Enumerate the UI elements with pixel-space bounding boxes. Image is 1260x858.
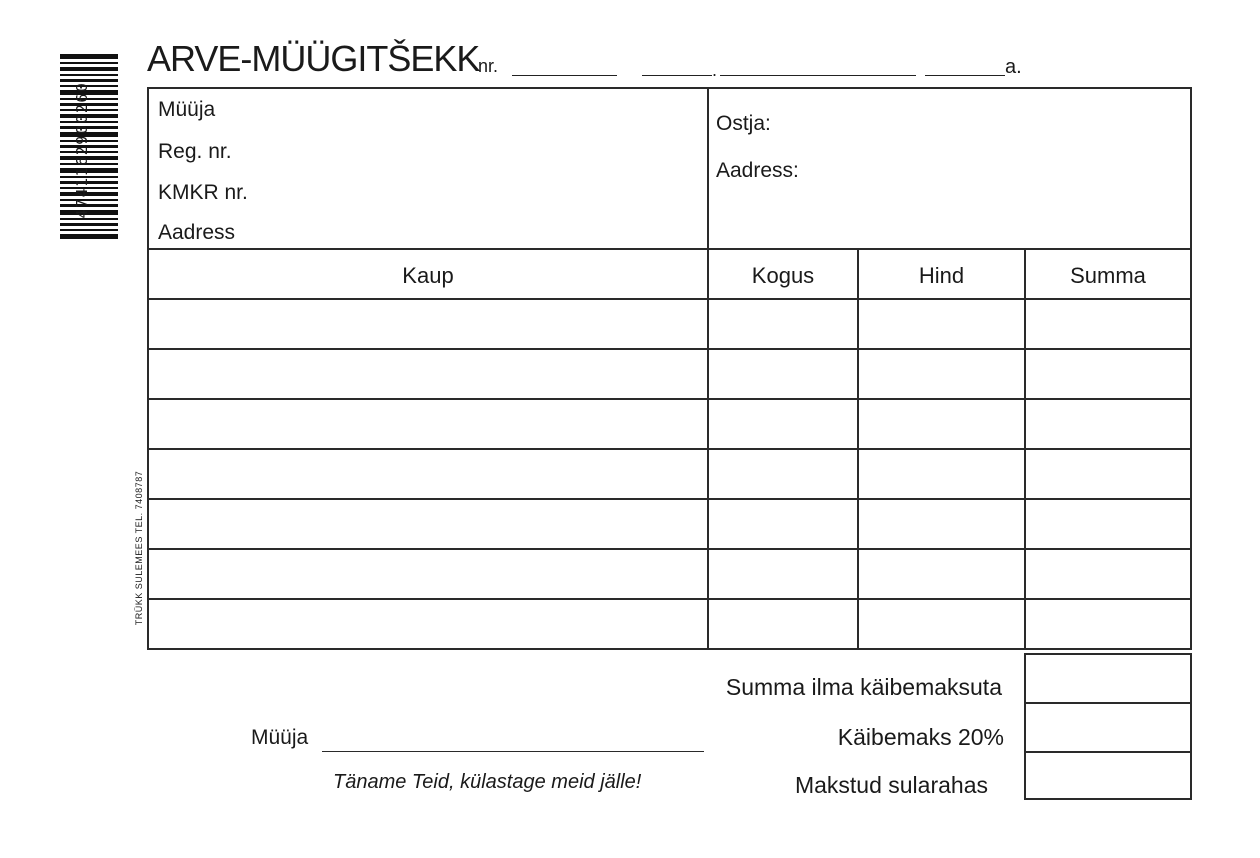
paid-cash-field[interactable] bbox=[1026, 753, 1190, 798]
totals-bottom-border bbox=[1024, 798, 1192, 800]
date-month-line[interactable] bbox=[720, 75, 916, 76]
printer-imprint: TRÜKK SULEMEES TEL. 7408787 bbox=[134, 470, 144, 626]
barcode-number: 4741162900260 bbox=[73, 81, 91, 219]
reg-nr-label: Reg. nr. bbox=[158, 140, 232, 163]
buyer-label: Ostja: bbox=[716, 112, 771, 135]
table-row[interactable] bbox=[149, 600, 1190, 648]
column-header-quantity: Kogus bbox=[751, 263, 815, 288]
paid-cash-label: Makstud sularahas bbox=[794, 772, 988, 798]
number-line[interactable] bbox=[512, 75, 617, 76]
year-suffix: a. bbox=[1005, 56, 1022, 78]
total-without-vat-label: Summa ilma käibemaksuta bbox=[725, 674, 1002, 700]
number-label: nr. bbox=[478, 56, 499, 76]
document-title: ARVE-MÜÜGITŠEKK bbox=[147, 38, 480, 79]
kmkr-nr-label: KMKR nr. bbox=[158, 181, 248, 204]
thank-you-note: Täname Teid, külastage meid jälle! bbox=[333, 771, 642, 793]
table-row[interactable] bbox=[149, 450, 1190, 498]
form-top-border bbox=[147, 87, 1192, 89]
vat-label: Käibemaks 20% bbox=[837, 724, 1004, 750]
party-box-bottom bbox=[147, 248, 1192, 250]
table-row[interactable] bbox=[149, 400, 1190, 448]
table-bottom-border bbox=[147, 648, 1192, 650]
barcode bbox=[60, 52, 132, 242]
table-row[interactable] bbox=[149, 350, 1190, 398]
buyer-address-label: Aadress: bbox=[716, 159, 799, 182]
table-row[interactable] bbox=[149, 550, 1190, 598]
seller-label: Müüja bbox=[158, 98, 216, 121]
vat-field[interactable] bbox=[1026, 704, 1190, 751]
column-header-sum: Summa bbox=[1070, 263, 1146, 288]
date-dot: . bbox=[712, 60, 718, 80]
total-without-vat-field[interactable] bbox=[1026, 655, 1190, 702]
date-year-line[interactable] bbox=[925, 75, 1005, 76]
totals-right-border bbox=[1190, 653, 1192, 800]
form-right-border bbox=[1190, 87, 1192, 650]
table-row[interactable] bbox=[149, 300, 1190, 348]
date-day-line[interactable] bbox=[642, 75, 712, 76]
seller-signature-line[interactable] bbox=[322, 751, 704, 752]
column-header-price: Hind bbox=[918, 263, 965, 288]
column-header-item: Kaup bbox=[402, 263, 454, 288]
table-row[interactable] bbox=[149, 500, 1190, 548]
seller-signature-label: Müüja bbox=[251, 726, 309, 749]
seller-address-label: Aadress bbox=[158, 221, 236, 244]
